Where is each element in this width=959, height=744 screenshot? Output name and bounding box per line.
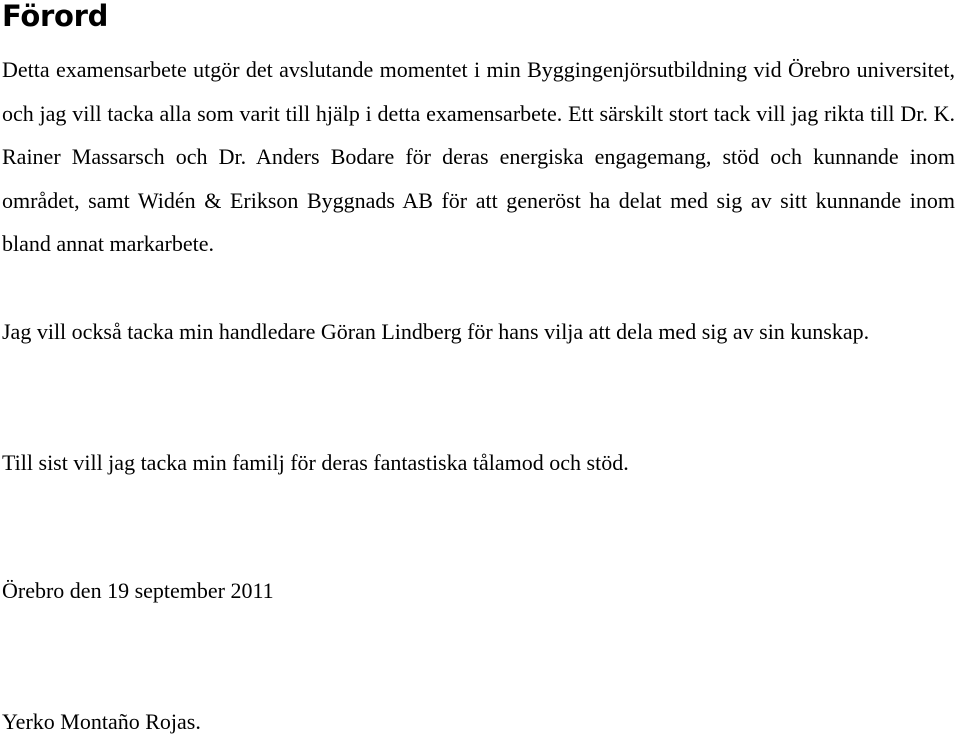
acknowledgement-paragraph-1: Detta examensarbete utgör det avslutande momentet i min Byggingenjörsutbildning vid Örebro universitet, och jag vill tacka alla som varit till hjälp i detta examensarbete. Ett särskilt stort tack vill jag rikta till Dr. K. Rainer Massarsch och Dr. Anders Bodare för deras energiska engagemang, stöd och kunnande inom området, samt Widén & Erikson Byggnads AB för att generöst ha delat med sig av sitt kunnande inom bland annat markarbete. [2, 57, 955, 256]
place-and-date: Örebro den 19 september 2011 [2, 578, 274, 603]
acknowledgement-paragraph-3: Till sist vill jag tacka min familj för deras fantastiska tålamod och stöd. [2, 450, 629, 475]
page-title: Förord [2, 0, 109, 33]
author-signature: Yerko Montaño Rojas. [2, 709, 201, 734]
acknowledgement-paragraph-2: Jag vill också tacka min handledare Göran Lindberg för hans vilja att dela med sig av sin kunskap. [2, 319, 870, 344]
